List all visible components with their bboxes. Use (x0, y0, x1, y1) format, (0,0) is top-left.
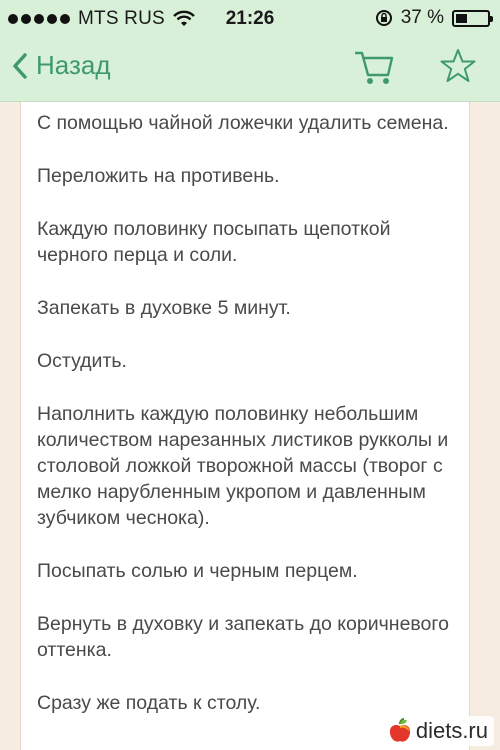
clock: 21:26 (225, 8, 275, 29)
status-bar (0, 0, 500, 40)
recipe-step: Запекать в духовке 5 минут. (37, 297, 291, 319)
battery-level-fill (456, 14, 467, 23)
status-right (375, 7, 490, 29)
recipe-steps (20, 102, 470, 750)
recipe-step: Наполнить каждую половинку небольшим количеством нарезанных листиков рукколы и столовой ложкой творожной массы (творог с мелко нарубленным укропом и давленным зубчиком чеснока). (37, 403, 449, 529)
recipe-step: Вернуть в духовку и запекать до коричневого оттенка. (37, 613, 449, 661)
carrier-name: MTS RUS (78, 8, 165, 29)
star-icon[interactable] (440, 48, 476, 84)
recipe-step: Переложить на противень. (37, 165, 280, 187)
back-button-label: Назад (36, 50, 111, 80)
recipe-step: Сразу же подать к столу. (37, 692, 261, 714)
recipe-step: Каждую половинку посыпать щепоткой черного перца и соли. (37, 218, 391, 266)
rotation-lock-icon (375, 9, 393, 27)
battery-icon (452, 10, 490, 27)
chevron-left-icon (12, 53, 28, 79)
cart-icon[interactable] (353, 47, 395, 87)
watermark-text: diets.ru (415, 718, 488, 743)
navigation-bar (0, 40, 500, 102)
recipe-step: С помощью чайной ложечки удалить семена. (37, 112, 449, 134)
apple-logo-icon (388, 718, 412, 744)
recipe-step: Остудить. (37, 350, 127, 372)
site-watermark (384, 716, 494, 746)
battery-percent: 37 % (400, 7, 444, 28)
recipe-step: Посыпать солью и черным перцем. (37, 560, 358, 582)
back-button[interactable] (12, 50, 111, 81)
